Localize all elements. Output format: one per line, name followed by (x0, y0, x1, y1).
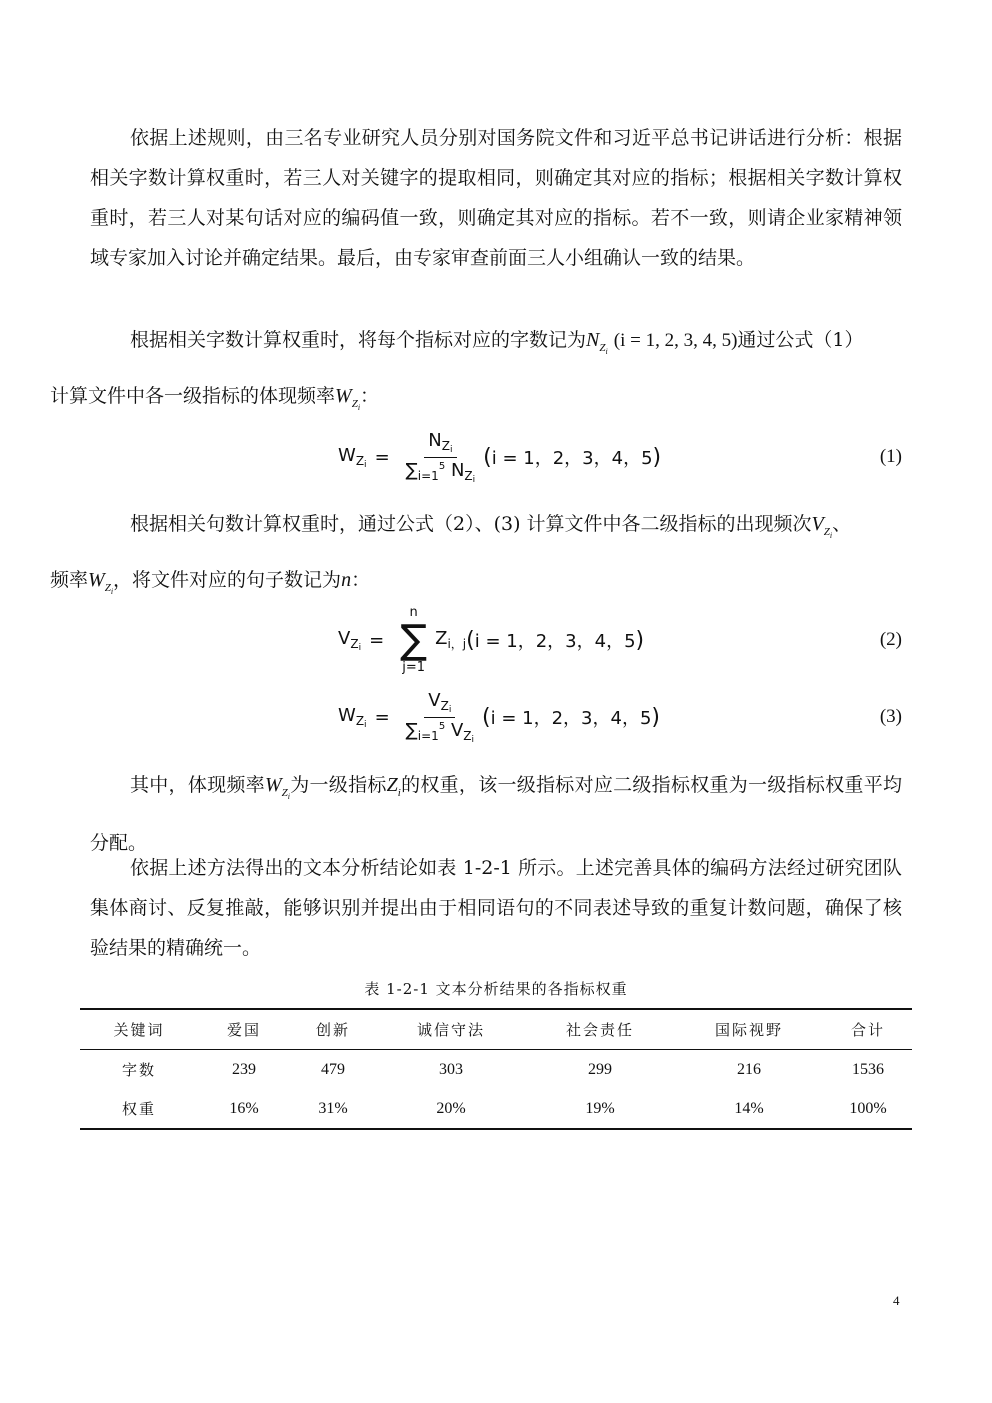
table-cell: 20% (436, 1099, 466, 1117)
table-header-cell: 社会责任 (526, 1009, 674, 1050)
symbol-w: W (335, 385, 352, 407)
table-cell: 31% (318, 1099, 348, 1117)
symbol-i: i (605, 347, 608, 356)
symbol-z: Z (823, 526, 830, 538)
symbol-i: i (110, 587, 114, 596)
index-range: (i = 1, 2, 3, 4, 5) (613, 330, 738, 351)
symbol-i: i (829, 531, 833, 540)
weights-table (80, 1008, 912, 1130)
eq2-lhs: $V_{Zi}$ (338, 627, 362, 653)
eq2-term: $Z_{i,j}$ (435, 628, 467, 651)
table-cell: 1536 (852, 1060, 884, 1078)
symbol-v: V (811, 513, 824, 535)
paragraph-5: 依据上述方法得出的文本分析结论如表 1-2-1 所示。上述完善具体的编码方法经过研究团队集体商讨、反复推敲，能够识别并提出由于相同语句的不同表述导致的重复计数问题，确保了核验结果的精确统一。 (90, 857, 902, 959)
page-number: 4 (893, 1293, 900, 1308)
table-header-cell: 国际视野 (674, 1009, 824, 1050)
equation-3: $W_{Zi}$ = $\frac{V_{Zi}}{\sum_{i=1}^5 V_{Zi}}$ ( i = 1，2，3，4，5 ) (3) (0, 682, 992, 752)
symbol-n-lower: n (341, 569, 352, 591)
paragraph-3-text-e: ： (351, 569, 371, 591)
table-header-cell: 关键词 (80, 1009, 198, 1050)
symbol-n: N (586, 329, 600, 351)
table-cell: 100% (849, 1099, 887, 1117)
table-cell: 303 (439, 1060, 463, 1078)
table-cell: 19% (585, 1099, 615, 1117)
paragraph-2-text-a: 根据相关字数计算权重时，将每个指标对应的字数记为 (130, 329, 587, 351)
eq3-number: (3) (879, 706, 902, 727)
symbol-i: i (357, 403, 361, 412)
symbol-z: Z (104, 582, 111, 594)
table-cell: 479 (321, 1060, 345, 1078)
paragraph-4-text-a: 其中，体现频率 (130, 774, 265, 796)
paragraph-3-text-a: 根据相关句数计算权重时，通过公式（2）、(3) 计算文件中各二级指标的出现频次 (130, 513, 812, 535)
paragraph-2-text-d: ： (360, 385, 380, 407)
table-row (80, 1050, 912, 1090)
symbol-z: Z (281, 787, 288, 799)
table-cell: 14% (734, 1099, 764, 1117)
paragraph-2-text-b: 通过公式（1） (737, 329, 864, 351)
table-row (80, 1089, 912, 1129)
equation-2: $V_{Zi}$ = n ∑ j=1 $Z_{i,j}$ ( i = 1，2，3，4，5 ) (2) (338, 605, 902, 675)
paragraph-1: 依据上述规则，由三名专业研究人员分别对国务院文件和习近平总书记讲话进行分析：根据相关字数计算权重时，若三人对关键字的提取相同，则确定其对应的指标；根据相关字数计算权重时，若三人对某句话对应的编码值一致，则确定其对应的指标。若不一致，则请企业家精神领域专家加入讨论并确定结果。最后，由专家审查前面三人小组确认一致的结果。 (90, 127, 902, 269)
table-header-cell: 诚信守法 (376, 1009, 526, 1050)
paragraph-3 (50, 502, 902, 614)
table-header-cell: 爱国 (198, 1009, 290, 1050)
paragraph-3-text-b: 、 (832, 513, 852, 535)
table-header-cell: 合计 (824, 1009, 912, 1050)
eq3-lhs: $W_{Zi}$ (338, 704, 367, 730)
paragraph-3-text-c: 频率 (50, 569, 89, 591)
table-caption: 表 1-2-1 文本分析结果的各指标权重 (364, 980, 628, 998)
eq1-number: (1) (879, 446, 902, 467)
table-cell: 字数 (121, 1061, 156, 1079)
eq3-fraction: $\frac{V_{Zi}}{\sum_{i=1}^5 V_{Zi}}$ (405, 689, 475, 745)
table-cell: 239 (232, 1060, 256, 1078)
symbol-z-main: Z (386, 774, 398, 796)
symbol-i: i (287, 792, 290, 801)
table-cell: 权重 (121, 1100, 156, 1118)
symbol-w: W (88, 569, 105, 591)
table-cell: 16% (229, 1099, 259, 1117)
eq1-lhs: $W_{Zi}$ (338, 444, 367, 470)
paragraph-3-text-d: ，将文件对应的句子数记为 (113, 569, 342, 591)
table-cell: 299 (588, 1060, 612, 1078)
symbol-z: Z (351, 398, 358, 410)
table-header-row (80, 1009, 912, 1050)
eq2-number: (2) (879, 629, 902, 650)
paragraph-4-text-b: 为一级指标 (289, 774, 387, 796)
paragraph-2 (50, 318, 902, 430)
eq2-summation: n ∑ j=1 (400, 605, 428, 675)
symbol-w: W (264, 774, 282, 796)
paragraph-2-text-c: 计算文件中各一级指标的体现频率 (50, 385, 336, 407)
table-cell: 216 (737, 1060, 761, 1078)
symbol-z: Z (599, 342, 606, 354)
paragraph-4-text-c: 的权重，该一级指标对应二级指标权重为一级指标权重平均分配。 (90, 774, 902, 854)
eq2-condition: i = 1，2，3，4，5 (474, 631, 636, 652)
eq1-condition: i = 1，2，3，4，5 (491, 448, 653, 469)
eq1-fraction: $\frac{N_{Zi}}{\sum_{i=1}^5 N_{Zi}}$ (405, 429, 476, 485)
eq3-condition: i = 1，2，3，4，5 (490, 708, 652, 729)
equation-1: $W_{Zi}$ = $\frac{N_{Zi}}{\sum_{i=1}^5 N_{Zi}}$ ( i = 1，2，3，4，5 ) (1) (0, 422, 992, 492)
table-header-cell: 创新 (290, 1009, 376, 1050)
symbol-i: i (397, 787, 401, 799)
